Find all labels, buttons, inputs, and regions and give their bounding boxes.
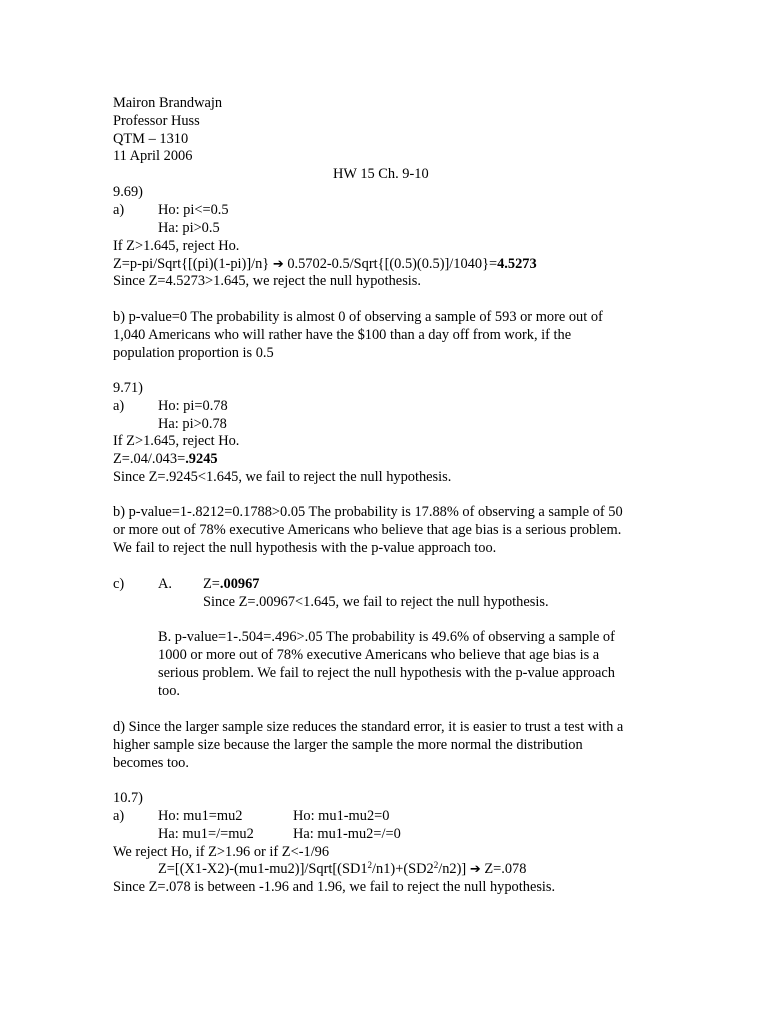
null-hypothesis: Ho: pi<=0.5 bbox=[158, 202, 229, 218]
part-label: a) bbox=[113, 202, 125, 218]
part-label: a) bbox=[113, 398, 125, 414]
z-formula: /n1)+(SD2 bbox=[372, 861, 434, 877]
part-c-b-text: B. p-value=1-.504=.496>.05 The probability is 49.6% of observing a sample of bbox=[158, 629, 615, 645]
conclusion: Since Z=.00967<1.645, we fail to reject the null hypothesis. bbox=[203, 594, 549, 610]
part-b-text: b) p-value=0 The probability is almost 0 of observing a sample of 593 or more out of bbox=[113, 309, 603, 325]
document-date: 11 April 2006 bbox=[113, 148, 193, 164]
decision-rule: We reject Ho, if Z>1.96 or if Z<-1/96 bbox=[113, 844, 330, 860]
z-formula: Z=[(X1-X2)-(mu1-mu2)]/Sqrt[(SD1 bbox=[158, 861, 368, 877]
conclusion: Since Z=.9245<1.645, we fail to reject the null hypothesis. bbox=[113, 469, 452, 485]
conclusion: Since Z=.078 is between -1.96 and 1.96, we fail to reject the null hypothesis. bbox=[113, 879, 556, 895]
part-label: a) bbox=[113, 808, 125, 824]
z-value: .9245 bbox=[185, 451, 218, 467]
arrow-right-icon: ➔ bbox=[469, 862, 481, 877]
conclusion: Since Z=4.5273>1.645, we reject the null hypothesis. bbox=[113, 273, 421, 289]
z-computation: 0.5702-0.5/Sqrt{[(0.5)(0.5)]/1040}= bbox=[283, 256, 498, 272]
alternative-hypothesis: Ha: pi>0.78 bbox=[158, 416, 227, 432]
alternative-hypothesis: Ha: pi>0.5 bbox=[158, 220, 220, 236]
z-value: 4.5273 bbox=[497, 256, 537, 272]
decision-rule: If Z>1.645, reject Ho. bbox=[113, 238, 240, 254]
part-c-b-text: too. bbox=[158, 683, 180, 699]
null-hypothesis-difference: Ho: mu1-mu2=0 bbox=[293, 808, 390, 824]
null-hypothesis: Ho: pi=0.78 bbox=[158, 398, 228, 414]
exponent: 2 bbox=[367, 860, 373, 870]
part-d-text: becomes too. bbox=[113, 755, 189, 771]
z-statistic-line bbox=[113, 450, 218, 468]
z-statistic-line bbox=[158, 860, 526, 879]
z-statistic-line bbox=[203, 575, 259, 593]
z-result: Z=.078 bbox=[480, 861, 527, 877]
problem-number: 10.7) bbox=[113, 790, 143, 806]
part-c-b-text: serious problem. We fail to reject the null hypothesis with the p-value approach bbox=[158, 665, 615, 681]
part-b-text: or more out of 78% executive Americans who believe that age bias is a serious problem. bbox=[113, 522, 622, 538]
decision-rule: If Z>1.645, reject Ho. bbox=[113, 433, 240, 449]
z-formula: Z= bbox=[203, 576, 220, 592]
part-b-text: population proportion is 0.5 bbox=[113, 345, 274, 361]
part-d-text: d) Since the larger sample size reduces the standard error, it is easier to trust a test with a bbox=[113, 719, 624, 735]
problem-number: 9.69) bbox=[113, 184, 143, 200]
alternative-hypothesis: Ha: mu1=/=mu2 bbox=[158, 826, 254, 842]
z-value: .00967 bbox=[219, 576, 260, 592]
part-c-b-text: 1000 or more out of 78% executive Americans who believe that age bias is a bbox=[158, 647, 600, 663]
part-b-text: We fail to reject the null hypothesis with the p-value approach too. bbox=[113, 540, 497, 556]
z-formula: /n2)] bbox=[438, 861, 470, 877]
part-label: c) bbox=[113, 576, 125, 592]
arrow-right-icon: ➔ bbox=[272, 257, 284, 272]
z-formula: Z=p-pi/Sqrt{[(pi)(1-pi)]/n} bbox=[113, 256, 273, 272]
alternative-hypothesis-difference: Ha: mu1-mu2=/=0 bbox=[293, 826, 401, 842]
exponent: 2 bbox=[433, 860, 439, 870]
professor-name: Professor Huss bbox=[113, 113, 200, 129]
document-title: HW 15 Ch. 9-10 bbox=[333, 166, 429, 182]
author-name: Mairon Brandwajn bbox=[113, 95, 223, 111]
part-d-text: higher sample size because the larger the sample the more normal the distribution bbox=[113, 737, 583, 753]
course-code: QTM – 1310 bbox=[113, 131, 189, 147]
sub-part-label: A. bbox=[158, 576, 172, 592]
z-computation: Z=.04/.043= bbox=[113, 451, 186, 467]
part-b-text: 1,040 Americans who will rather have the $100 than a day off from work, if the bbox=[113, 327, 572, 343]
null-hypothesis: Ho: mu1=mu2 bbox=[158, 808, 243, 824]
part-b-text: b) p-value=1-.8212=0.1788>0.05 The probability is 17.88% of observing a sample of 50 bbox=[113, 504, 623, 520]
problem-number: 9.71) bbox=[113, 380, 143, 396]
